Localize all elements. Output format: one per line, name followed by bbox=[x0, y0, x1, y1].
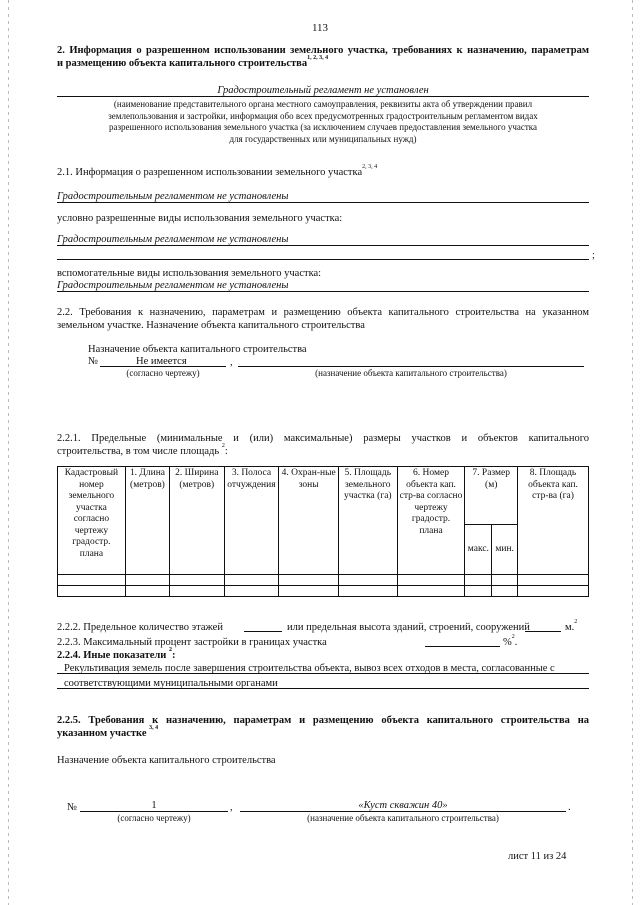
comma-2: , bbox=[230, 802, 233, 813]
regulation-underline bbox=[57, 96, 589, 97]
other-indicators-value-line1: Рекультивация земель после завершения строительства объекта, вывоз всех отходов в места, согласованные с bbox=[64, 663, 555, 674]
object-purpose-underline-2 bbox=[240, 811, 566, 812]
page-number: 113 bbox=[311, 22, 329, 34]
dimensions-table bbox=[57, 466, 589, 597]
purpose-label-2: Назначение объекта капитального строительства bbox=[57, 755, 276, 766]
conditional-use-label: условно разрешенные виды использования земельного участка: bbox=[57, 213, 343, 224]
conditional-use-underline bbox=[57, 245, 589, 246]
height-unit: м.$^2$ bbox=[565, 619, 578, 633]
caption-drawing: (согласно чертежу) bbox=[126, 368, 200, 378]
section-2-2-5-heading-line2: указанном участке $^{3, 4}$ bbox=[57, 725, 159, 739]
section-2-heading: 2. Информация о разрешенном использовании земельного участка, требованиях к назначению, параметрам bbox=[57, 45, 589, 56]
table-row bbox=[58, 575, 589, 586]
object-number-underline bbox=[100, 366, 226, 367]
comma: , bbox=[230, 357, 233, 368]
col-cadastral-number: Кадастровый номер земельного участка согласно чертежу градостр. плана bbox=[58, 467, 126, 575]
conditional-use-value: Градостроительным регламентом не установлены bbox=[57, 234, 289, 245]
floors-underline bbox=[244, 631, 282, 632]
section-2-2-3-text: 2.2.3. Максимальный процент застройки в границах участка bbox=[57, 637, 327, 648]
table-row bbox=[58, 586, 589, 597]
col-alienation-strip: 3. Полоса отчуждения bbox=[224, 467, 279, 575]
section-2-2-1-text: 2.2.1. Предельные (минимальные и (или) максимальные) размеры участков и объектов капитального bbox=[57, 433, 589, 444]
col-protected-zones: 4. Охран-ные зоны bbox=[279, 467, 339, 575]
purpose-label: Назначение объекта капитального строительства bbox=[88, 344, 307, 355]
other-indicators-underline-2 bbox=[57, 688, 589, 689]
coverage-underline bbox=[425, 646, 500, 647]
col-width: 2. Ширина (метров) bbox=[170, 467, 224, 575]
number-sign: № bbox=[88, 356, 99, 367]
object-number-value-2: 1 bbox=[151, 800, 157, 811]
col-size: 7. Размер (м) bbox=[465, 467, 518, 525]
col-object-number: 6. Номер объекта кап. стр-ва согласно чертежу градостр. плана bbox=[397, 467, 465, 575]
sheet-counter: лист 11 из 24 bbox=[508, 851, 567, 862]
semicolon: ; bbox=[592, 250, 595, 261]
section-2-2-2-text: 2.2.2. Предельное количество этажей bbox=[57, 622, 223, 633]
permitted-use-value: Градостроительным регламентом не установлены bbox=[57, 191, 289, 202]
scan-edge-right bbox=[632, 0, 633, 905]
coverage-unit: %$^2$. bbox=[503, 634, 518, 648]
regulation-value: Градостроительный регламент не установлен bbox=[217, 85, 429, 96]
section-2-heading-line2: и размещению объекта капитального строительства$^{1, 2, 3, 4}$ bbox=[57, 55, 329, 69]
period: . bbox=[568, 802, 571, 813]
col-size-min: мин. bbox=[492, 524, 518, 574]
section-2-2-2-text2: или предельная высота зданий, строений, сооружений bbox=[287, 622, 530, 633]
col-size-max: макс. bbox=[465, 524, 492, 574]
object-purpose-value-2: «Куст скважин 40» bbox=[358, 800, 448, 811]
number-sign-2: № bbox=[67, 802, 78, 813]
regulation-note: (наименование представительного органа местного самоуправления, реквизиты акта об утверждении правил землепользования и застройки, информация обо всех предусмотренных градостроительным регламентом видах разрешенного использования земельного участка (за исключением случаев предоставления земельного участка для государственных или муниципальных нужд) bbox=[108, 99, 538, 145]
object-number-value: Не имеется bbox=[136, 356, 187, 367]
auxiliary-use-value: Градостроительным регламентом не установлены bbox=[57, 280, 289, 291]
caption-purpose-2: (назначение объекта капитального строительства) bbox=[307, 813, 499, 823]
permitted-use-underline bbox=[57, 202, 589, 203]
section-2-2-4-label: 2.2.4. Иные показатели $^2$: bbox=[57, 647, 176, 661]
section-2-2-5-heading: 2.2.5. Требования к назначению, параметрам и размещению объекта капитального строительства на bbox=[57, 715, 589, 726]
col-plot-area: 5. Площадь земельного участка (га) bbox=[338, 467, 397, 575]
auxiliary-use-label: вспомогательные виды использования земельного участка: bbox=[57, 268, 322, 279]
caption-purpose: (назначение объекта капитального строительства) bbox=[315, 368, 507, 378]
object-number-underline-2 bbox=[80, 811, 228, 812]
caption-drawing-2: (согласно чертежу) bbox=[117, 813, 191, 823]
section-2-2-text-line2: земельном участке. Назначение объекта капитального строительства bbox=[57, 320, 365, 331]
section-2-1-heading: 2.1. Информация о разрешенном использовании земельного участка$^{2, 3, 4}$ bbox=[57, 164, 378, 178]
height-underline bbox=[525, 631, 561, 632]
auxiliary-use-underline bbox=[57, 291, 589, 292]
section-2-2-1-text-line2: строительства, в том числе площадь $^2$: bbox=[57, 443, 228, 457]
scan-edge-left bbox=[8, 0, 9, 905]
col-object-area: 8. Площадь объекта кап. стр-ва (га) bbox=[518, 467, 589, 575]
conditional-use-underline-2 bbox=[57, 259, 589, 260]
object-purpose-underline bbox=[238, 366, 584, 367]
section-2-2-text: 2.2. Требования к назначению, параметрам и размещению объекта капитального строительства на указанном bbox=[57, 307, 589, 318]
col-length: 1. Длина (метров) bbox=[125, 467, 169, 575]
other-indicators-underline-1 bbox=[57, 673, 589, 674]
other-indicators-value-line2: соответствующими муниципальными органами bbox=[64, 678, 278, 689]
